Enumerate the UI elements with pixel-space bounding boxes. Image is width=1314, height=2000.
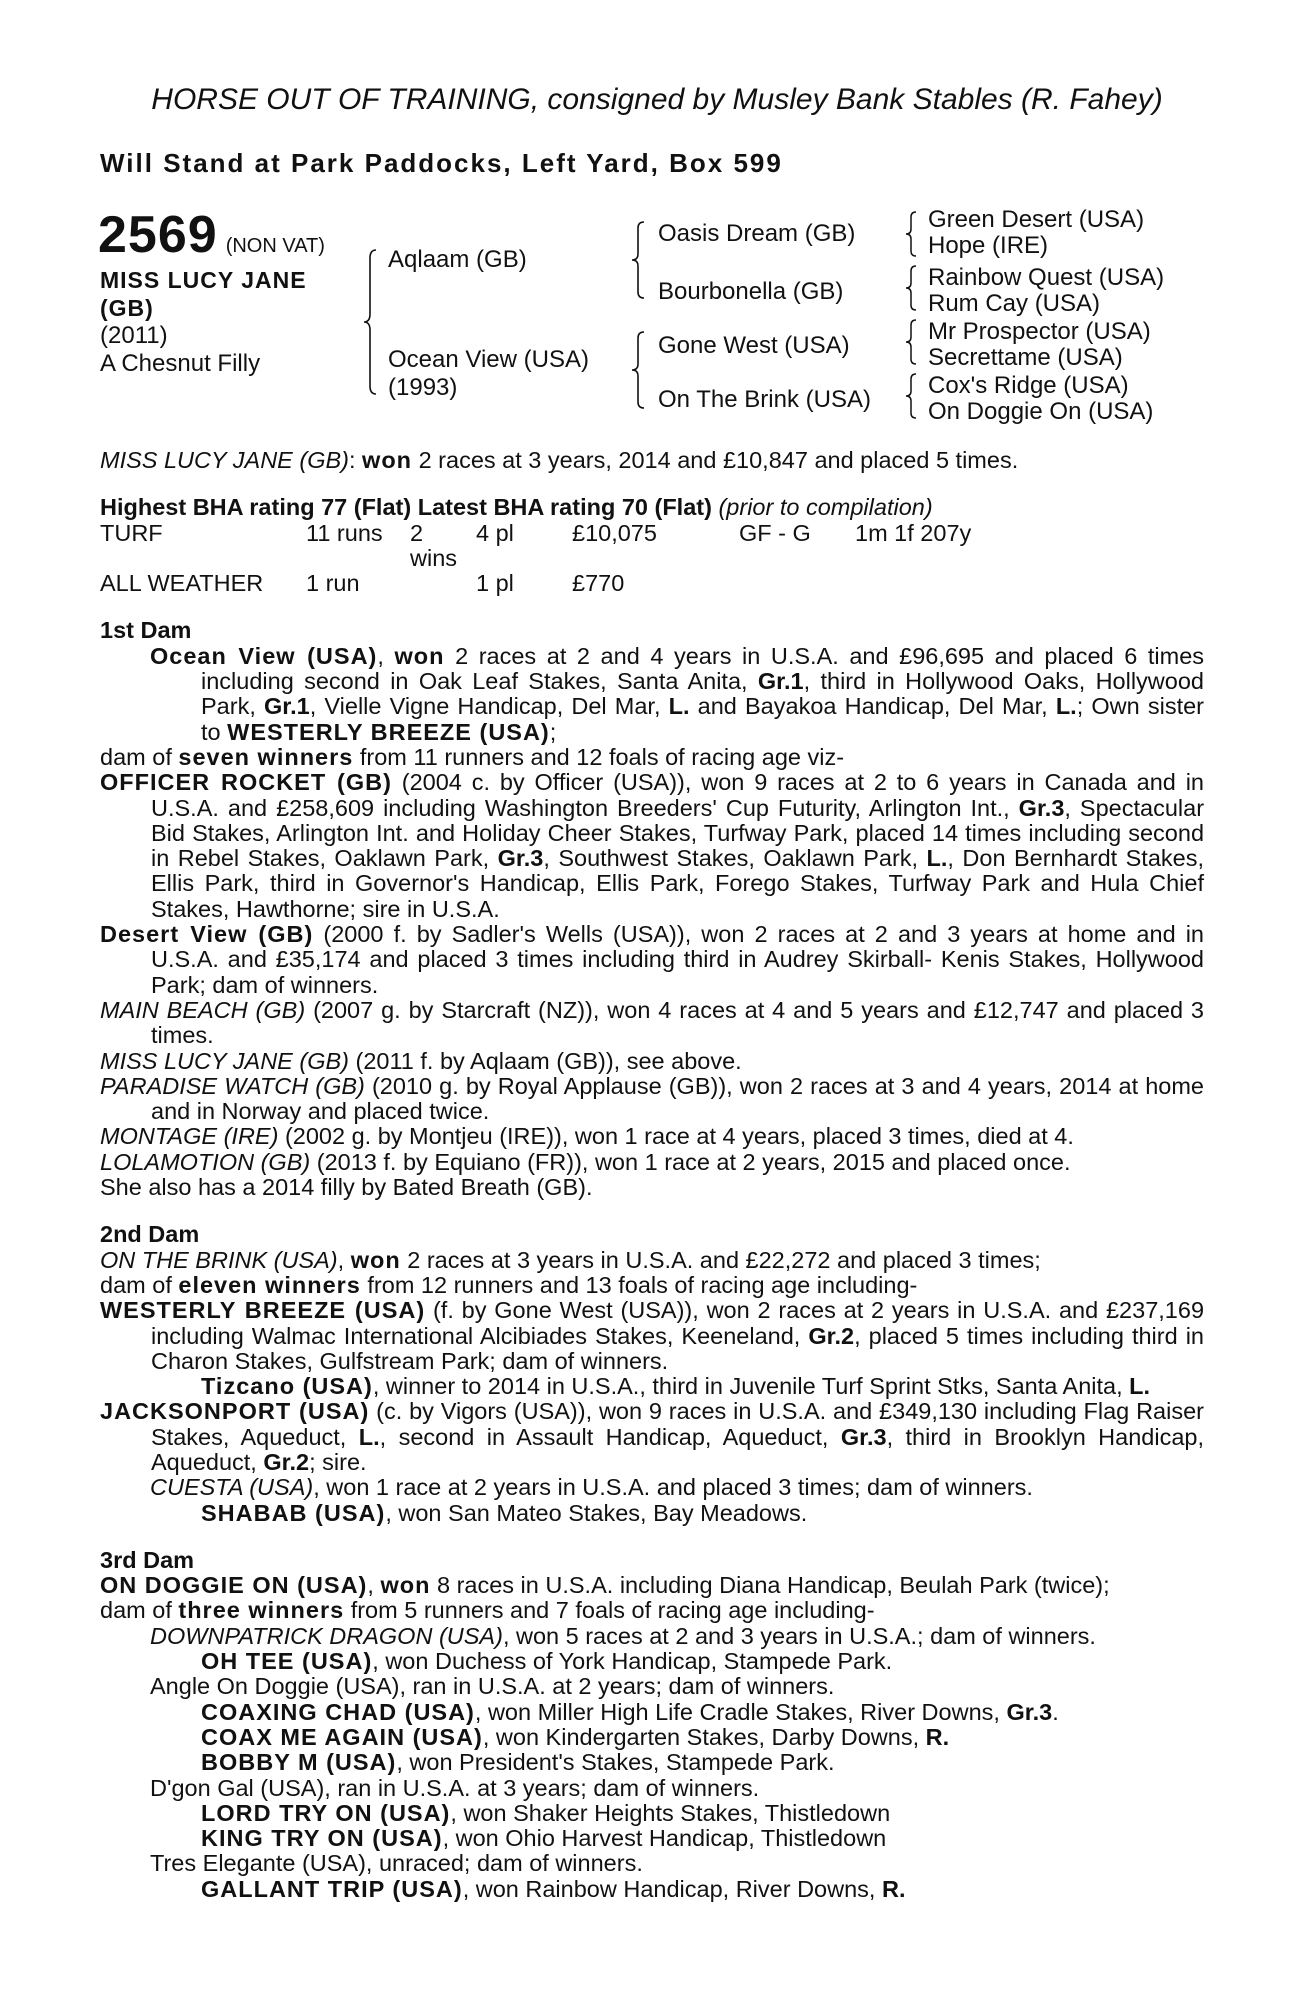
record-cell: TURF (100, 519, 163, 546)
text: (2007 g. by Starcraft (NZ)), won 4 races at 4 and 5 years and £12,747 (305, 996, 1059, 1023)
text: Canada and in U.S.A. and £258,609 including Washington Breeders' Cup Futurity, (151, 769, 1205, 821)
ratings-line (100, 495, 1204, 520)
produce-name: KING TRY ON (USA) (201, 1825, 443, 1852)
third-dam-intro: ON DOGGIE ON (USA), won 8 races in U.S.A. including Diana Handicap, Beulah Park (twice); (100, 1572, 1110, 1599)
horse-name-line2: (GB) (100, 295, 154, 321)
record-cell: 1 run (306, 570, 360, 597)
produce-name: DOWNPATRICK DRAGON (USA) (150, 1622, 503, 1649)
winners-count: eleven winners (178, 1271, 361, 1298)
record-cell (410, 571, 476, 596)
text: , won Shaker Heights Stakes, Thistledown (450, 1799, 891, 1826)
winners-count: three winners (178, 1597, 345, 1624)
text: home and in U.S.A. and £35,174 and placed 3 times including third in Audrey Skirball- (151, 921, 1204, 973)
produce-name: COAX ME AGAIN (USA) (201, 1723, 483, 1750)
g1-brace (904, 208, 920, 260)
produce-name: SHABAB (USA) (201, 1499, 386, 1526)
produce-main-beach (100, 998, 1204, 1049)
text: 2014 at home and in Norway and placed twice. (151, 1072, 1204, 1125)
ped-g8: On Doggie On (USA) (928, 398, 1154, 425)
sire-dam-brace (362, 246, 382, 398)
record-cell (739, 571, 855, 596)
horse-description: A Chesnut Filly (100, 350, 261, 377)
ped-g2: Hope (IRE) (928, 232, 1049, 259)
text: from 11 runners and 12 foals of racing age viz- (353, 743, 845, 770)
dam-name: Ocean View (USA) (150, 642, 378, 669)
catalogue-body (100, 448, 1204, 1902)
text: (2011 f. by Aqlaam (GB)), see above. (348, 1047, 742, 1074)
ped-g1: Green Desert (USA) (928, 206, 1145, 233)
won-word: won (350, 1246, 401, 1273)
text: 8 races in U.S.A. including Diana Handicap, Beulah Park (twice); (430, 1572, 1110, 1599)
horse-name-line1: MISS LUCY JANE (100, 267, 307, 293)
ratings-text: Highest BHA rating 77 (Flat) Latest BHA rating 70 (Flat) (100, 494, 712, 521)
produce-name: Desert View (GB) (100, 921, 314, 948)
text: including second in Oak Leaf Stakes, Santa Anita, (201, 668, 758, 695)
text: (c. by Vigors (USA)), won 9 races in U.S.A. and £349,130 (369, 1398, 978, 1425)
grade: Gr.2 (263, 1448, 310, 1475)
text: Arlington Int., (868, 794, 1019, 821)
text: dam of (100, 1597, 179, 1624)
lot-number-value: 2569 (98, 206, 218, 264)
produce-name: CUESTA (USA) (150, 1474, 314, 1501)
sister-name: WESTERLY BREEZE (USA) (227, 718, 550, 745)
produce-coax-me-again (100, 1725, 1204, 1750)
produce-cuesta (100, 1475, 1204, 1500)
text: , Don Bernhardt Stakes, Ellis Park, third in (151, 845, 1204, 897)
ped-g5: Mr Prospector (USA) (928, 318, 1151, 345)
first-dam-heading: 1st Dam (100, 617, 192, 644)
record-cell: 11 runs (306, 519, 383, 546)
text: (2004 c. by Officer (USA)), won 9 races at 2 to 6 years in (391, 769, 1035, 796)
produce-shabab (100, 1501, 1204, 1526)
text: and £237,169 including Walmac International Alcibiades Stakes, Keeneland, (151, 1297, 1205, 1349)
produce-miss-lucy-jane (100, 1049, 1204, 1074)
record-cell: £770 (572, 570, 625, 597)
record-cell: 4 pl (476, 519, 514, 546)
produce-downpatrick-dragon (100, 1624, 1204, 1649)
text: from 5 runners and 7 foals of racing age including- (344, 1597, 875, 1624)
produce-jacksonport (100, 1399, 1204, 1475)
ped-dam: Ocean View (USA) (388, 346, 589, 373)
text: . (1052, 1698, 1059, 1725)
text: ; Own (1076, 693, 1140, 720)
produce-officer-rocket (100, 770, 1204, 922)
text: (2010 g. by Royal Applause (GB)), won 2 races at 3 and 4 years, (364, 1072, 1053, 1099)
dam-name: ON THE BRINK (USA) (100, 1246, 338, 1273)
text: , (543, 845, 550, 872)
text: Hawthorne; sire in U.S.A. (235, 895, 500, 922)
text: sister to (201, 693, 1204, 745)
produce-name: Tizcano (USA) (201, 1373, 373, 1400)
ped-sire-sire: Oasis Dream (GB) (658, 220, 856, 247)
text: 2 races at 3 years in U.S.A. and £22,272 and placed 3 times; (400, 1246, 1041, 1273)
text: , won San Mateo Stakes, Bay Meadows. (385, 1499, 808, 1526)
consignor-header: HORSE OUT OF TRAINING, consigned by Musley Bank Stables (R. Fahey) (151, 83, 1163, 116)
produce-name: OFFICER ROCKET (GB) (100, 769, 392, 796)
lot-number (98, 208, 325, 275)
text: , won Rainbow Handicap, River Downs, (462, 1875, 882, 1902)
produce-dgon-gal: D'gon Gal (USA), ran in U.S.A. at 3 years; dam of winners. (150, 1774, 760, 1801)
grade: L. (1129, 1373, 1151, 1400)
produce-coaxing-chad (100, 1700, 1204, 1725)
produce-name: MONTAGE (IRE) (100, 1123, 279, 1150)
produce-bobby-m (100, 1750, 1204, 1775)
all-weather-record (100, 571, 1204, 596)
text: , won Miller High Life Cradle Stakes, River Downs, (474, 1698, 1007, 1725)
record-cell (855, 571, 1005, 596)
text: Turfway Park, placed 14 times including second in Rebel Stakes, Oaklawn Park, (151, 819, 1205, 872)
horse-name (100, 266, 350, 322)
vat-status: (NON VAT) (225, 235, 325, 257)
ped-dam-sire: Gone West (USA) (658, 332, 850, 359)
grade: Gr.3 (840, 1423, 887, 1450)
third-dam-heading: 3rd Dam (100, 1546, 195, 1573)
ped-g4: Rum Cay (USA) (928, 290, 1101, 317)
won-word: won (380, 1572, 431, 1599)
record-cell: 1 pl (476, 570, 514, 597)
ped-g3: Rainbow Quest (USA) (928, 264, 1165, 291)
text: Governor's Handicap, Ellis Park, Forego Stakes, Turfway Park and Hula Chief Stakes, (151, 870, 1204, 922)
text: placed 5 times including third in Charon Stakes, Gulfstream Park; dam of winners. (151, 1322, 1204, 1374)
produce-angle-on-doggie: Angle On Doggie (USA), ran in U.S.A. at 2 years; dam of winners. (150, 1673, 835, 1700)
text: , won President's Stakes, Stampede Park. (396, 1749, 835, 1776)
g4-brace (904, 370, 920, 422)
text: , third in Hollywood Oaks, Hollywood (803, 668, 1204, 695)
ped-sire-dam: Bourbonella (GB) (658, 278, 844, 305)
first-dam-intro: Ocean View (USA), won 2 races at 2 and 4 years in U.S.A. and £96,695 and placed 6 times including second in Oak Leaf Stakes, Santa Anita, Gr.1, third in Hollywood Oaks, Hollywood Park, Gr.1, Vielle Vigne Handicap, Del Mar, L. and Bayakoa Handicap, Del Mar, L.; Own sister to WESTERLY BREEZE (USA); (150, 642, 1205, 745)
ped-dam-dam: On The Brink (USA) (658, 386, 871, 413)
text: (2000 f. by Sadler's Wells (USA)), won 2 races at 2 and 3 years at (313, 921, 1058, 948)
grade: Gr.3 (497, 845, 544, 872)
grade: L. (358, 1423, 380, 1450)
produce-name: GALLANT TRIP (USA) (201, 1875, 463, 1902)
produce-name: BOBBY M (USA) (201, 1749, 397, 1776)
grade: R. (881, 1875, 906, 1902)
produce-tres-elegante: Tres Elegante (USA), unraced; dam of winners. (150, 1850, 643, 1877)
record-cell: 2 wins (410, 519, 458, 571)
text: , Spectacular Bid Stakes, Arlington Int. and Holiday Cheer Stakes, (151, 794, 1205, 846)
text: Kenis Stakes, Hollywood Park; dam of winners. (151, 946, 1204, 998)
ped-g7: Cox's Ridge (USA) (928, 372, 1129, 399)
sire-line-brace (630, 218, 650, 302)
text: , (854, 1322, 861, 1349)
summary-rest: 2 races at 3 years, 2014 and £10,847 and placed 5 times. (412, 447, 1019, 473)
turf-record (100, 521, 1204, 572)
produce-name: COAXING CHAD (USA) (201, 1698, 475, 1725)
ped-g6: Secrettame (USA) (928, 344, 1123, 371)
text: (f. by Gone West (USA)), won 2 races at 2 years in U.S.A. (425, 1297, 1052, 1324)
second-dam-intro: ON THE BRINK (USA), won 2 races at 3 years in U.S.A. and £22,272 and placed 3 times; (100, 1246, 1041, 1273)
text: Southwest Stakes, Oaklawn Park, (558, 845, 927, 872)
text: dam of (100, 743, 179, 770)
produce-desert-view (100, 922, 1204, 998)
text: , third in Brooklyn Handicap, Aqueduct, (151, 1423, 1204, 1475)
produce-name: MAIN BEACH (GB) (100, 996, 306, 1023)
first-dam-produce-intro (100, 745, 1204, 770)
produce-lord-try-on (100, 1801, 1204, 1826)
produce-name: PARADISE WATCH (GB) (100, 1072, 365, 1099)
text: (2002 g. by Montjeu (IRE)), won 1 race at 4 years, placed 3 times, died at 4. (278, 1123, 1074, 1150)
horse-year: (2011) (100, 322, 168, 349)
ped-sire: Aqlaam (GB) (388, 246, 527, 273)
text: including Flag Raiser Stakes, Aqueduct, (151, 1398, 1204, 1450)
grade: L. (1055, 693, 1077, 720)
produce-tizcano (100, 1374, 1204, 1399)
grade: Gr.1 (757, 668, 804, 695)
produce-westerly-breeze (100, 1298, 1204, 1374)
text: , won Duchess of York Handicap, Stampede Park. (372, 1648, 893, 1675)
text: and Bayakoa Handicap, Del Mar, (689, 693, 1056, 720)
grade: R. (925, 1723, 950, 1750)
summary-won: won (362, 447, 413, 473)
text: , won 5 races at 2 and 3 years in U.S.A.; dam of winners. (502, 1622, 1096, 1649)
text: , won 1 race at 2 years in U.S.A. and placed 3 times; dam of winners. (313, 1474, 1033, 1501)
text: ; sire. (309, 1448, 367, 1475)
produce-paradise-watch (100, 1074, 1204, 1125)
filly-note: She also has a 2014 filly by Bated Breath (GB). (100, 1174, 593, 1201)
produce-name: OH TEE (USA) (201, 1648, 373, 1675)
summary-colon: : (348, 447, 363, 473)
g2-brace (904, 262, 920, 314)
text: , second in Assault Handicap, Aqueduct, (379, 1423, 829, 1450)
produce-name: MISS LUCY JANE (GB) (100, 1047, 349, 1074)
record-cell: GF - G (739, 519, 811, 546)
produce-gallant-trip (100, 1877, 1204, 1902)
produce-name: JACKSONPORT (USA) (100, 1398, 370, 1425)
race-summary (100, 448, 1204, 473)
ratings-note: (prior to compilation) (718, 494, 933, 521)
text: 2 races at 2 and 4 years in U.S.A. and £96,695 and placed 6 times (455, 642, 1205, 669)
ped-dam-year: (1993) (388, 374, 458, 401)
text: , won Ohio Harvest Handicap, Thistledown (442, 1825, 887, 1852)
produce-king-try-on (100, 1826, 1204, 1851)
record-cell: 1m 1f 207y (855, 519, 972, 546)
grade: Gr.1 (264, 693, 310, 720)
text: , Vielle Vigne Handicap, Del Mar, (309, 693, 669, 720)
text: , winner to 2014 in U.S.A., third in Juvenile Turf Sprint Stks, Santa Anita, (372, 1373, 1130, 1400)
dam-line-brace (630, 328, 650, 412)
record-cell: £10,075 (572, 519, 657, 546)
grade: L. (668, 693, 690, 720)
grade: Gr.3 (1018, 794, 1065, 821)
produce-name: LOLAMOTION (GB) (100, 1148, 311, 1175)
grade: Gr.2 (808, 1322, 855, 1349)
winners-count: seven winners (178, 743, 354, 770)
g3-brace (904, 316, 920, 368)
produce-name: WESTERLY BREEZE (USA) (100, 1297, 426, 1324)
grade: L. (926, 845, 948, 872)
second-dam-produce-intro (100, 1273, 1204, 1298)
text: (2013 f. by Equiano (FR)), won 1 race at 2 years, 2015 and placed once. (310, 1148, 1071, 1175)
summary-horse-name: MISS LUCY JANE (GB) (100, 447, 349, 473)
produce-oh-tee (100, 1649, 1204, 1674)
third-dam-produce-intro (100, 1598, 1204, 1623)
text: and placed 3 times. (151, 996, 1204, 1049)
second-dam-heading: 2nd Dam (100, 1221, 200, 1248)
produce-name: LORD TRY ON (USA) (201, 1799, 451, 1826)
stand-location: Will Stand at Park Paddocks, Left Yard, Box 599 (100, 148, 783, 178)
record-cell: ALL WEATHER (100, 570, 264, 597)
text: , won Kindergarten Stakes, Darby Downs, (482, 1723, 926, 1750)
text: dam of (100, 1271, 179, 1298)
won-word: won (394, 642, 445, 669)
text: Park, (201, 693, 264, 720)
dam-name: ON DOGGIE ON (USA) (100, 1572, 368, 1599)
text: from 12 runners and 13 foals of racing age including- (360, 1271, 918, 1298)
produce-lolamotion (100, 1150, 1204, 1175)
grade: Gr.3 (1006, 1698, 1053, 1725)
produce-montage (100, 1124, 1204, 1149)
